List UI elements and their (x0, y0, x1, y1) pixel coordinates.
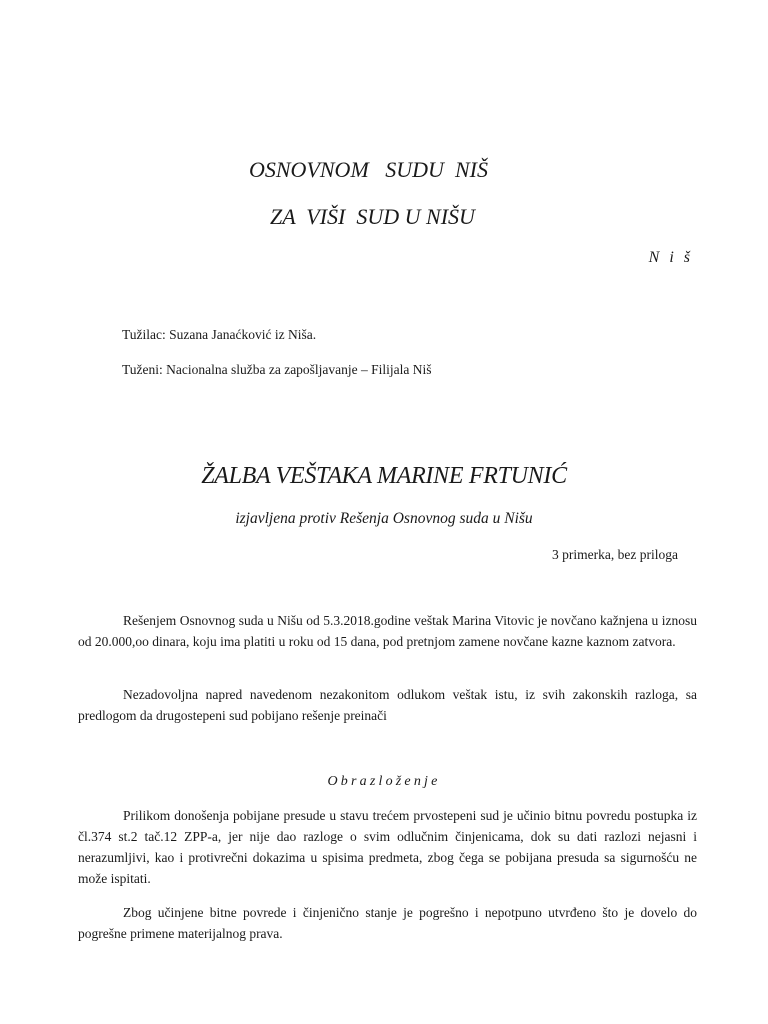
body-paragraph-1: Rešenjem Osnovnog suda u Nišu od 5.3.2018.godine veštak Marina Vitovic je novčano kažnjena u iznosu od 20.000,oo dinara, koju ima platiti u roku od 15 dana, pod pretnjom zamene novčane kazne kaznom zatvora. (78, 613, 697, 649)
city-label: N i š (648, 249, 693, 266)
reasoning-heading: Obrazloženje (327, 774, 441, 789)
document-title: ŽALBA VEŠTAKA MARINE FRTUNIĆ (201, 463, 567, 489)
defendant-line: Tuženi: Nacionalna služba za zapošljavanje – Filijala Niš (122, 362, 432, 377)
court-heading-line1: OSNOVNOM SUDU NIŠ (249, 157, 488, 182)
copies-note: 3 primerka, bez priloga (552, 547, 678, 562)
plaintiff-line: Tužilac: Suzana Janaćković iz Niša. (122, 327, 317, 342)
court-heading-line2: ZA VIŠI SUD U NIŠU (270, 204, 475, 229)
document-subtitle: izjavljena protiv Rešenja Osnovnog suda u Nišu (235, 510, 533, 527)
reasoning-paragraph-1: Prilikom donošenja pobijane presude u stavu trećem prvostepeni sud je učinio bitnu povredu postupka iz čl.374 st.2 tač.12 ZPP-a, jer nije dao razloge o svim odlučnim činjenicama, dok su dati razlozi nejasni i nerazumljivi, kao i protivrečni dokazima u spisima predmeta, zbog čega se pobijana presuda sa sigurnošću ne može ispitati. (78, 808, 697, 886)
body-paragraph-2: Nezadovoljna napred navedenom nezakonitom odlukom veštak istu, iz svih zakonskih razloga, sa predlogom da drugostepeni sud pobijano rešenje preinači (78, 687, 697, 723)
reasoning-paragraph-2: Zbog učinjene bitne povrede i činjenično stanje je pogrešno i nepotpuno utvrđeno što je dovelo do pogrešne primene materijalnog prava. (78, 905, 697, 941)
